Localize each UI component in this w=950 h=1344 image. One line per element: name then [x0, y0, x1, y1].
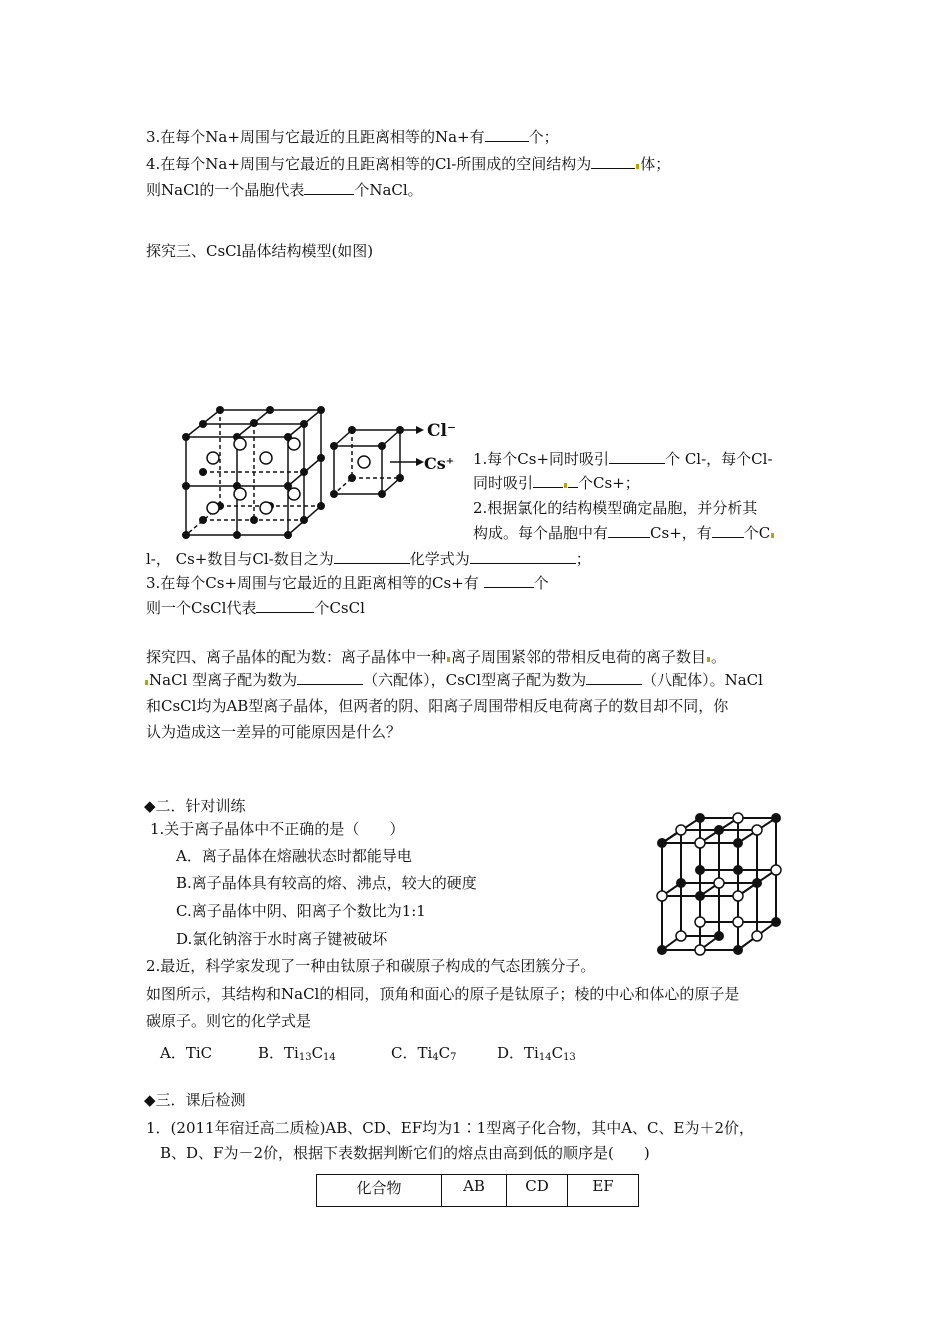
option-c[interactable]: C.离子晶体中阴、阳离子个数比为1:1: [176, 902, 426, 920]
highlight-mark: [564, 483, 567, 488]
training-q2c: 碳原子。则它的化学式是: [146, 1012, 312, 1030]
cscl-q2c: l-， Cs+数目与Cl-数目之为 化学式为 ；: [146, 550, 591, 568]
section3-title: 探究三、CsCl晶体结构模型(如图): [146, 242, 374, 260]
highlight-mark: [636, 164, 639, 169]
training-q2: 2.最近，科学家发现了一种由钛原子和碳原子构成的气态团簇分子。: [146, 957, 596, 975]
cscl-q2b: 构成。每个晶胞中有 Cs+，有 个C: [473, 523, 775, 543]
answer-blank[interactable]: [609, 449, 665, 464]
answer-blank[interactable]: [304, 180, 354, 195]
cl-ion-label: Cl⁻: [427, 421, 456, 441]
cscl-q4: 则一个CsCl代表 个CsCl: [146, 599, 365, 617]
tic-cluster-figure: [652, 810, 792, 960]
cscl-lattice-figure: [178, 400, 328, 540]
answer-blank[interactable]: [568, 473, 578, 488]
answer-blank[interactable]: [533, 473, 563, 488]
homework-heading: ◆三．课后检测: [144, 1091, 246, 1109]
highlight-mark: [771, 533, 774, 538]
cscl-q2a: 2.根据氯化的结构模型确定晶胞，并分析其: [473, 499, 758, 517]
cscl-q3: 3.在每个Cs+周围与它最近的且距离相等的Cs+有 个: [146, 574, 549, 592]
cscl-q1a: 1.每个Cs+同时吸引 个 Cl-，每个Cl-: [473, 450, 773, 468]
choice-d[interactable]: D．$Ti_{14}C_{13}$: [497, 1044, 576, 1063]
answer-blank[interactable]: [485, 127, 529, 142]
nacl-q4: 4.在每个Na+周围与它最近的且距离相等的Cl-所围成的空间结构为 体；: [146, 155, 671, 173]
answer-blank[interactable]: [586, 670, 642, 685]
answer-blank[interactable]: [712, 523, 744, 538]
section4-line4: 认为造成这一差异的可能原因是什么？: [146, 723, 402, 741]
table-header-ef: EF: [568, 1175, 639, 1207]
answer-blank[interactable]: [484, 573, 534, 588]
cscl-q1b: 同时吸引 个Cs+；: [473, 474, 640, 492]
homework-q1a: 1．(2011年宿迁高二质检)AB、CD、EF均为1∶1型离子化合物，其中A、C、E为＋2价，: [146, 1119, 755, 1137]
answer-blank[interactable]: [608, 523, 650, 538]
section4-line3: 和CsCl均为AB型离子晶体，但两者的阴、阳离子周围带相反电荷离子的数目却不同，你: [146, 697, 729, 715]
answer-blank[interactable]: [470, 549, 576, 564]
nacl-cell: 则NaCl的一个晶胞代表 个NaCl。: [146, 181, 423, 199]
choice-b[interactable]: B．$Ti_{13}C_{14}$: [258, 1044, 336, 1063]
compound-table: [316, 1174, 639, 1207]
table-header-ab: AB: [442, 1175, 507, 1207]
table-header-compound: 化合物: [317, 1175, 442, 1207]
training-q1: 1.关于离子晶体中不正确的是（ ）: [150, 820, 405, 838]
highlight-mark: [145, 680, 148, 685]
section4-line2: NaCl 型离子配为数为 （六配体），CsCl型离子配为数为 （八配体）。NaCl: [144, 670, 763, 690]
answer-blank[interactable]: [297, 670, 363, 685]
highlight-mark: [447, 657, 450, 662]
choice-c[interactable]: C．$Ti_4C_7$: [391, 1044, 457, 1063]
cs-ion-label: Cs⁺: [424, 454, 455, 473]
section4-line1: 探究四、离子晶体的配为数：离子晶体中一种 离子周围紧邻的带相反电荷的离子数目 。: [146, 648, 727, 666]
answer-blank[interactable]: [334, 549, 410, 564]
option-a[interactable]: A．离子晶体在熔融状态时都能导电: [176, 847, 412, 865]
training-heading: ◆二．针对训练: [144, 797, 246, 815]
option-d[interactable]: D.氯化钠溶于水时离子键被破坏: [176, 930, 388, 948]
option-b[interactable]: B.离子晶体具有较高的熔、沸点，较大的硬度: [176, 874, 477, 892]
choice-a[interactable]: A．TiC: [160, 1044, 213, 1062]
table-row: [317, 1175, 639, 1207]
table-header-cd: CD: [507, 1175, 568, 1207]
answer-blank[interactable]: [256, 598, 314, 613]
homework-q1b: B、D、F为－2价，根据下表数据判断它们的熔点由高到低的顺序是( ): [160, 1144, 650, 1162]
answer-blank[interactable]: [591, 154, 635, 169]
training-q2b: 如图所示，其结构和NaCl的相同，顶角和面心的原子是钛原子；棱的中心和体心的原子是: [146, 985, 740, 1003]
nacl-q3: 3.在每个Na+周围与它最近的且距离相等的Na+有 个；: [146, 128, 559, 146]
highlight-mark: [707, 657, 710, 662]
